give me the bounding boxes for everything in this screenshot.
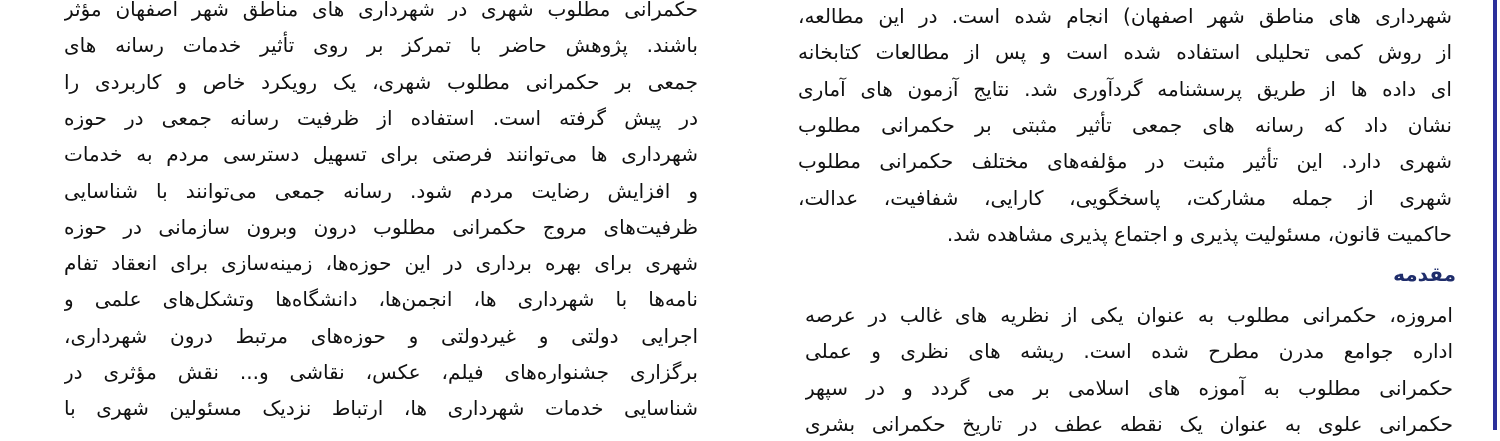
abstract-paragraph-line: حاکمیت قانون، مسئولیت پذیری و اجتماع پذیری مشاهده شد. bbox=[946, 221, 1452, 246]
abstract-paragraph-line: نشان داد که رسانه های جمعی تأثیر مثبتی بر حکمرانی مطلوب bbox=[798, 112, 1452, 137]
intro-paragraph-line: حکمرانی علوی به عنوان یک نقطه عطف در تاریخ حکمرانی بشری bbox=[805, 411, 1453, 436]
left-paragraph-line: شهرداری ها می‌توانند فرصتی برای تسهیل دسترسی مردم به خدمات bbox=[64, 142, 698, 167]
intro-paragraph-line: امروزه، حکمرانی مطلوب به عنوان یکی از نظریه های غالب در عرصه bbox=[805, 303, 1453, 327]
page-edge-bar bbox=[1493, 0, 1497, 430]
left-paragraph-line: ظرفیت‌های مروج حکمرانی مطلوب درون وبرون سازمانی در حوزه bbox=[64, 214, 698, 239]
left-paragraph-line: اجرایی دولتی و غیردولتی و حوزه‌های مرتبط درون شهرداری، bbox=[64, 323, 698, 348]
left-paragraph-line: حکمرانی مطلوب شهری در شهرداری های مناطق شهر اصفهان مؤثر bbox=[64, 0, 698, 21]
left-paragraph-line: جمعی بر حکمرانی مطلوب شهری، یک رویکرد خاص و کاربردی را bbox=[64, 69, 698, 94]
intro-paragraph-line: اداره جوامع مدرن مطرح شده است. ریشه های نظری و عملی bbox=[805, 339, 1453, 364]
abstract-paragraph-line: شهرداری های مناطق شهر اصفهان) انجام شده است. در این مطالعه، bbox=[798, 4, 1452, 28]
abstract-paragraph-line: شهری دارد. این تأثیر مثبت در مؤلفه‌های مختلف حکمرانی مطلوب bbox=[798, 149, 1452, 174]
left-paragraph-line: و افزایش رضایت مردم شود. رسانه جمعی می‌توانند با شناسایی bbox=[64, 178, 698, 203]
left-paragraph-line: نامه‌ها با شهرداری ها، انجمن‌ها، دانشگاه‌ها وتشکل‌های علمی و bbox=[64, 287, 698, 312]
abstract-paragraph-line: از روش کمی تحلیلی استفاده شده است و پس از مطالعات کتابخانه bbox=[798, 40, 1452, 65]
left-paragraph-line: شناسایی خدمات شهرداری ها، ارتباط نزدیک مسئولین شهری با bbox=[64, 396, 698, 421]
abstract-paragraph-line: شهری از جمله مشارکت، پاسخگویی، کارایی، شفافیت، عدالت، bbox=[798, 185, 1452, 210]
section-heading-introduction: مقدمه bbox=[1393, 262, 1456, 286]
left-paragraph-line: برگزاری جشنواره‌های فیلم، عکس، نقاشی و... نقش مؤثری در bbox=[64, 360, 698, 384]
abstract-paragraph-line: ای داده ها از طریق پرسشنامه گردآوری شد. نتایج آزمون های آماری bbox=[798, 76, 1452, 101]
left-paragraph-line: در پیش گرفته است. استفاده از ظرفیت رسانه جمعی در حوزه bbox=[64, 105, 698, 130]
left-paragraph-line: باشند. پژوهش حاضر با تمرکز بر روی تأثیر خدمات رسانه های bbox=[64, 33, 698, 58]
intro-paragraph-line: حکمرانی مطلوب به آموزه های اسلامی بر می گردد و در سپهر bbox=[805, 375, 1453, 400]
intro-heading-wrap bbox=[1300, 259, 1456, 289]
left-paragraph-line: شهری برای بهره برداری در این حوزه‌ها، زمینه‌سازی برای انعقاد تفام bbox=[64, 251, 698, 276]
